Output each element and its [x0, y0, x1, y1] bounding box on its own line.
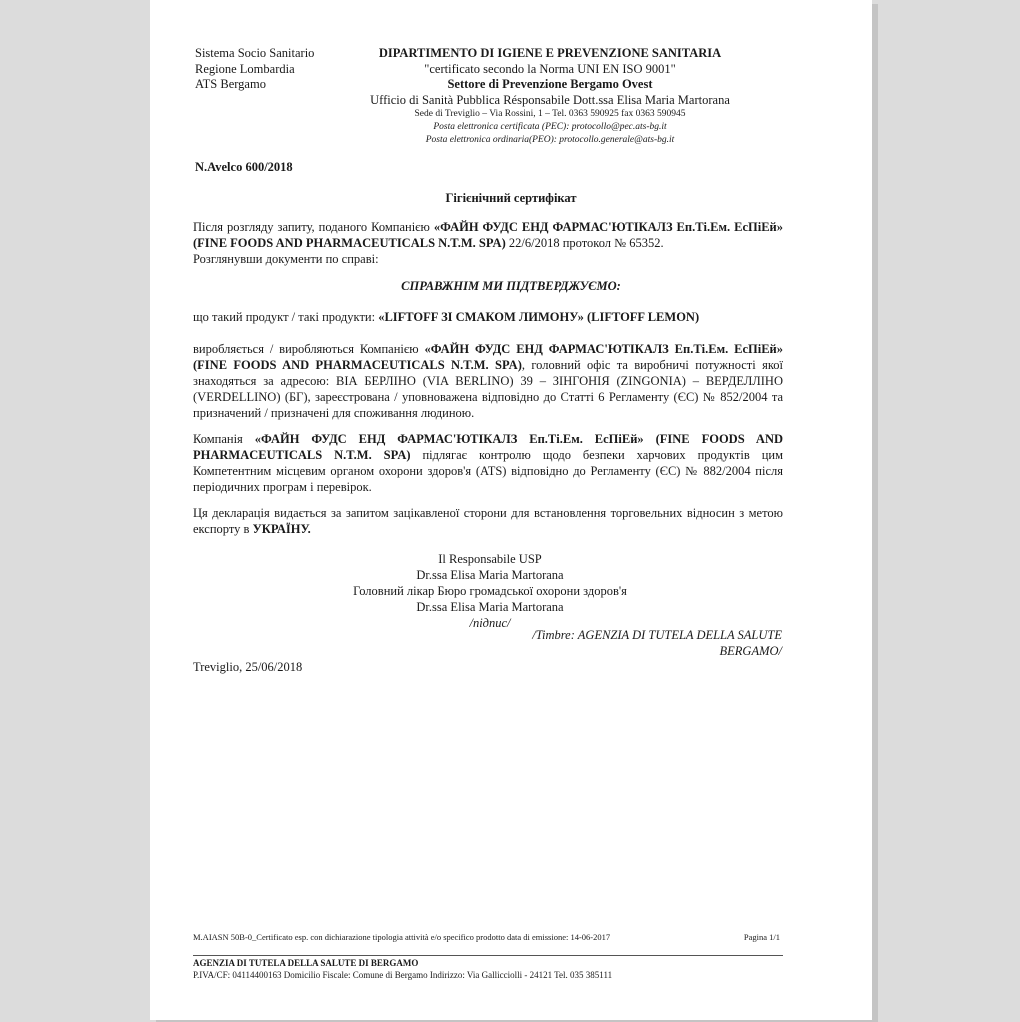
paragraph-request: [193, 219, 783, 267]
text-run: , головний офіс та виробничі потужності якої знаходяться за адресою: ВІА БЕРЛІНО (VIA BERLINO) 39 – ЗІНГОНІЯ (ZINGONIA) – ВЕРДЕЛЛІНО (VERDELLINO) (БГ), зареєстрована / уповноважена відповідно до Статті 6 Регламенту (ЄС) № 852/2004 та призначений / призначені для споживання людиною.: [193, 358, 783, 420]
paragraph-product: [193, 309, 783, 325]
protocol-number: N.Avelco 600/2018: [195, 160, 293, 174]
header-left-line: Sistema Socio Sanitario: [195, 46, 315, 60]
text-run: Ця декларація видається за запитом зацікавленої сторони для встановлення торговельних відносин з метою експорту в: [193, 506, 783, 536]
office-line: Ufficio di Sanità Pubblica Résponsabile Dott.ssa Elisa Maria Martorana: [370, 92, 730, 107]
sector-title: Settore di Prevenzione Bergamo Ovest: [447, 77, 653, 91]
document-page: [150, 0, 872, 1020]
paragraph-control: [193, 431, 783, 495]
text-run: Розглянувши документи по справі:: [193, 252, 379, 266]
stamp-line: BERGAMO/: [719, 644, 782, 658]
country-name: УКРАЇНУ.: [252, 522, 311, 536]
company-name: «ФАЙН ФУДС ЕНД ФАРМАС'ЮТІКАЛЗ Еп.Ті.Ем. ЕсПіЕй» (FINE FOODS AND PHARMACEUTICALS N.T.M. SPA): [193, 342, 783, 372]
header-left-block: [195, 46, 314, 93]
header-center-block: [330, 46, 770, 147]
text-run: Компанія: [193, 432, 255, 446]
footer-agency-info: P.IVA/CF: 04114400163 Domicilio Fiscale: Comune di Bergamo Indirizzo: Via Gallicciolli - 24121 Tel. 035 385111: [193, 970, 613, 980]
certification-line: "certificato secondo la Norma UNI EN ISO 9001": [424, 61, 676, 76]
signature-mark: /підпис/: [469, 616, 511, 630]
signature-line: Dr.ssa Elisa Maria Martorana: [416, 600, 564, 614]
signature-line: Il Responsabile USP: [438, 552, 542, 566]
product-name: «LIFTOFF ЗІ СМАКОМ ЛИМОНУ» (LIFTOFF LEMON): [378, 310, 700, 324]
paragraph-declaration: [193, 505, 783, 537]
stamp-line: /Timbre: AGENZIA DI TUTELA DELLA SALUTE: [532, 628, 782, 642]
company-name: «ФАЙН ФУДС ЕНД ФАРМАС'ЮТІКАЛЗ Еп.Ті.Ем. ЕсПіЕй» (FINE FOODS AND PHARMACEUTICALS N.T.M. SPA): [193, 432, 783, 462]
page-number: Pagina 1/1: [743, 932, 780, 942]
department-title: DIPARTIMENTO DI IGIENE E PREVENZIONE SANITARIA: [378, 46, 722, 60]
stamp-note: [450, 627, 782, 659]
peo-line: Posta elettronica ordinaria(PEO): protocollo.generale@ats-bg.it: [425, 135, 675, 145]
paragraph-producer: [193, 341, 783, 421]
text-run: 22/6/2018 протокол № 65352.: [505, 236, 664, 250]
footer-agency: AGENZIA DI TUTELA DELLA SALUTE DI BERGAMO: [193, 958, 419, 968]
address-line: Sede di Treviglio – Via Rossini, 1 – Tel. 0363 590925 fax 0363 590945: [414, 109, 686, 119]
footer-divider: [193, 955, 783, 956]
text-run: що такий продукт / такі продукти:: [193, 310, 379, 324]
header-left-line: Regione Lombardia: [195, 61, 295, 76]
signature-block: [280, 551, 700, 631]
form-code: M.AIASN 50B-0_Certificato esp. con dichiarazione tipologia attività e/o specifico prodotto data di emissione: 14-06-2017: [193, 932, 611, 942]
signature-line: Головний лікар Бюро громадської охорони здоров'я: [353, 584, 627, 598]
header-left-line: ATS Bergamo: [195, 77, 266, 91]
company-name: «ФАЙН ФУДС ЕНД ФАРМАС'ЮТІКАЛЗ Еп.Ті.Ем. ЕсПіЕй» (FINE FOODS AND PHARMACEUTICALS N.T.M. SPA): [193, 220, 783, 250]
signature-line: Dr.ssa Elisa Maria Martorana: [416, 568, 564, 582]
text-run: Після розгляду запиту, поданого Компанією: [193, 220, 434, 234]
pec-line: Posta elettronica certificata (PEC): protocollo@pec.ats-bg.it: [433, 122, 667, 132]
confirmation-heading: СПРАВЖНІМ МИ ПІДТВЕРДЖУЄМО:: [401, 279, 621, 293]
document-title: Гігієнічний сертифікат: [445, 191, 577, 205]
text-run: виробляється / виробляються Компанією: [193, 342, 425, 356]
place-date: Treviglio, 25/06/2018: [193, 660, 303, 674]
text-run: підлягає контролю щодо безпеки харчових продуктів цим Компетентним місцевим органом охорони здоров'я (ATS) відповідно до Регламенту (ЄС) № 882/2004 після періодичних програм і перевірок.: [193, 448, 783, 494]
